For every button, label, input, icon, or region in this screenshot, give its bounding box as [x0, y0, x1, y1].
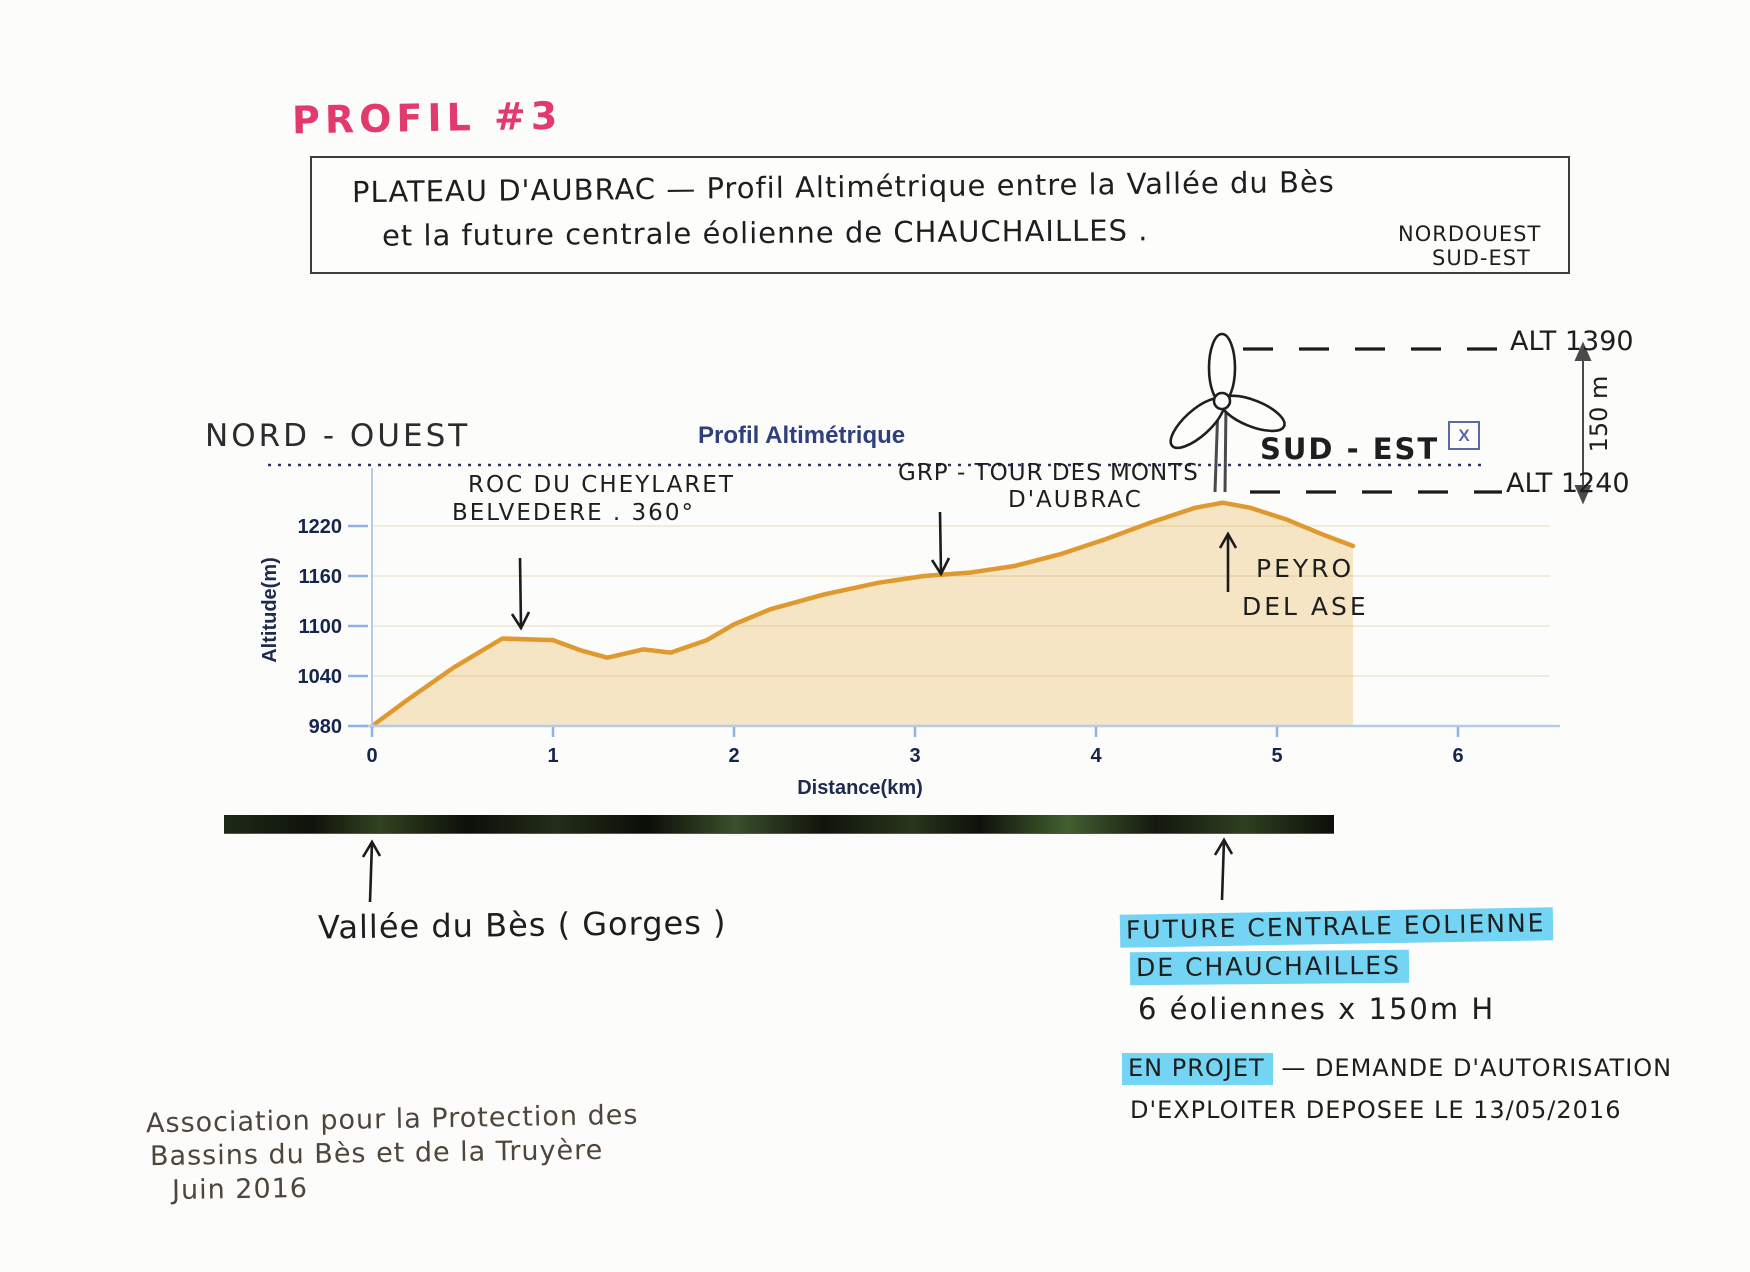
grp-tour-des-monts-label-line1: GRP - TOUR DES MONTS — [898, 460, 1199, 486]
title-line-1: PLATEAU D'AUBRAC — Profil Altimétrique entre la Vallée du Bès — [351, 164, 1335, 210]
svg-text:6: 6 — [1452, 745, 1464, 767]
title-line-2: et la future centrale éolienne de CHAUCHAILLES . — [381, 213, 1149, 253]
demande-autorisation-text: — DEMANDE D'AUTORISATION — [1272, 1054, 1673, 1082]
close-icon[interactable]: X — [1448, 421, 1480, 450]
direction-label-nord-ouest: NORD - OUEST — [205, 418, 471, 454]
svg-text:0: 0 — [366, 745, 378, 767]
valley-up-arrow — [363, 842, 380, 902]
grp-down-arrow — [932, 512, 949, 574]
svg-text:1100: 1100 — [298, 616, 342, 638]
association-line1: Association pour la Protection des — [145, 1099, 639, 1140]
future-centrale-line1 — [1120, 908, 1554, 945]
highlight-future-centrale: FUTURE CENTRALE EOLIENNE — [1120, 907, 1554, 948]
svg-text:1220: 1220 — [297, 516, 342, 538]
alt-1390-label: ALT 1390 — [1510, 326, 1634, 357]
svg-text:2: 2 — [728, 745, 740, 767]
grp-tour-des-monts-label-line2: D'AUBRAC — [1008, 487, 1143, 513]
svg-text:1: 1 — [547, 745, 559, 767]
en-projet-line — [1122, 1054, 1672, 1082]
vallee-du-bes-label: Vallée du Bès ( Gorges ) — [317, 903, 727, 947]
roc-du-cheylaret-label-line2: BELVEDERE . 360° — [452, 500, 695, 526]
svg-text:1040: 1040 — [297, 666, 342, 688]
svg-text:1160: 1160 — [298, 566, 342, 588]
height-150m-label: 150 m — [1585, 375, 1613, 453]
svg-text:3: 3 — [909, 745, 921, 767]
svg-text:Distance(km): Distance(km) — [797, 777, 923, 799]
panoramic-photo-strip — [224, 815, 1334, 833]
future-centrale-line2 — [1130, 951, 1409, 982]
roc-down-arrow — [512, 558, 529, 628]
svg-text:4: 4 — [1090, 745, 1102, 767]
title-direction-sudest: SUD-EST — [1432, 246, 1531, 270]
exploiter-deposee-label: D'EXPLOITER DEPOSEE LE 13/05/2016 — [1130, 1096, 1622, 1124]
roc-du-cheylaret-label-line1: ROC DU CHEYLARET — [468, 472, 735, 498]
chart-printed-title: Profil Altimétrique — [698, 422, 906, 449]
six-eoliennes-label: 6 éoliennes x 150m H — [1138, 992, 1496, 1026]
profile-number-heading: PROFIL #3 — [291, 93, 563, 143]
direction-label-sud-est: SUD - EST — [1260, 432, 1440, 466]
future-plant-up-arrow — [1215, 840, 1232, 900]
association-line2: Bassins du Bès et de la Truyère — [149, 1134, 604, 1173]
alt-1240-label: ALT 1240 — [1506, 468, 1630, 499]
peyro-del-ase-label-line2: DEL ASE — [1242, 592, 1369, 621]
title-direction-nordouest: NORDOUEST — [1398, 222, 1542, 246]
association-date: Juin 2016 — [171, 1173, 309, 1206]
svg-text:5: 5 — [1271, 745, 1283, 767]
peyro-up-arrow — [1220, 534, 1236, 592]
svg-text:980: 980 — [308, 716, 342, 738]
svg-text:Altitude(m): Altitude(m) — [259, 557, 281, 663]
highlight-de-chauchailles: DE CHAUCHAILLES — [1130, 950, 1409, 985]
highlight-en-projet: EN PROJET — [1122, 1053, 1273, 1085]
peyro-del-ase-label-line1: PEYRO — [1256, 554, 1355, 583]
